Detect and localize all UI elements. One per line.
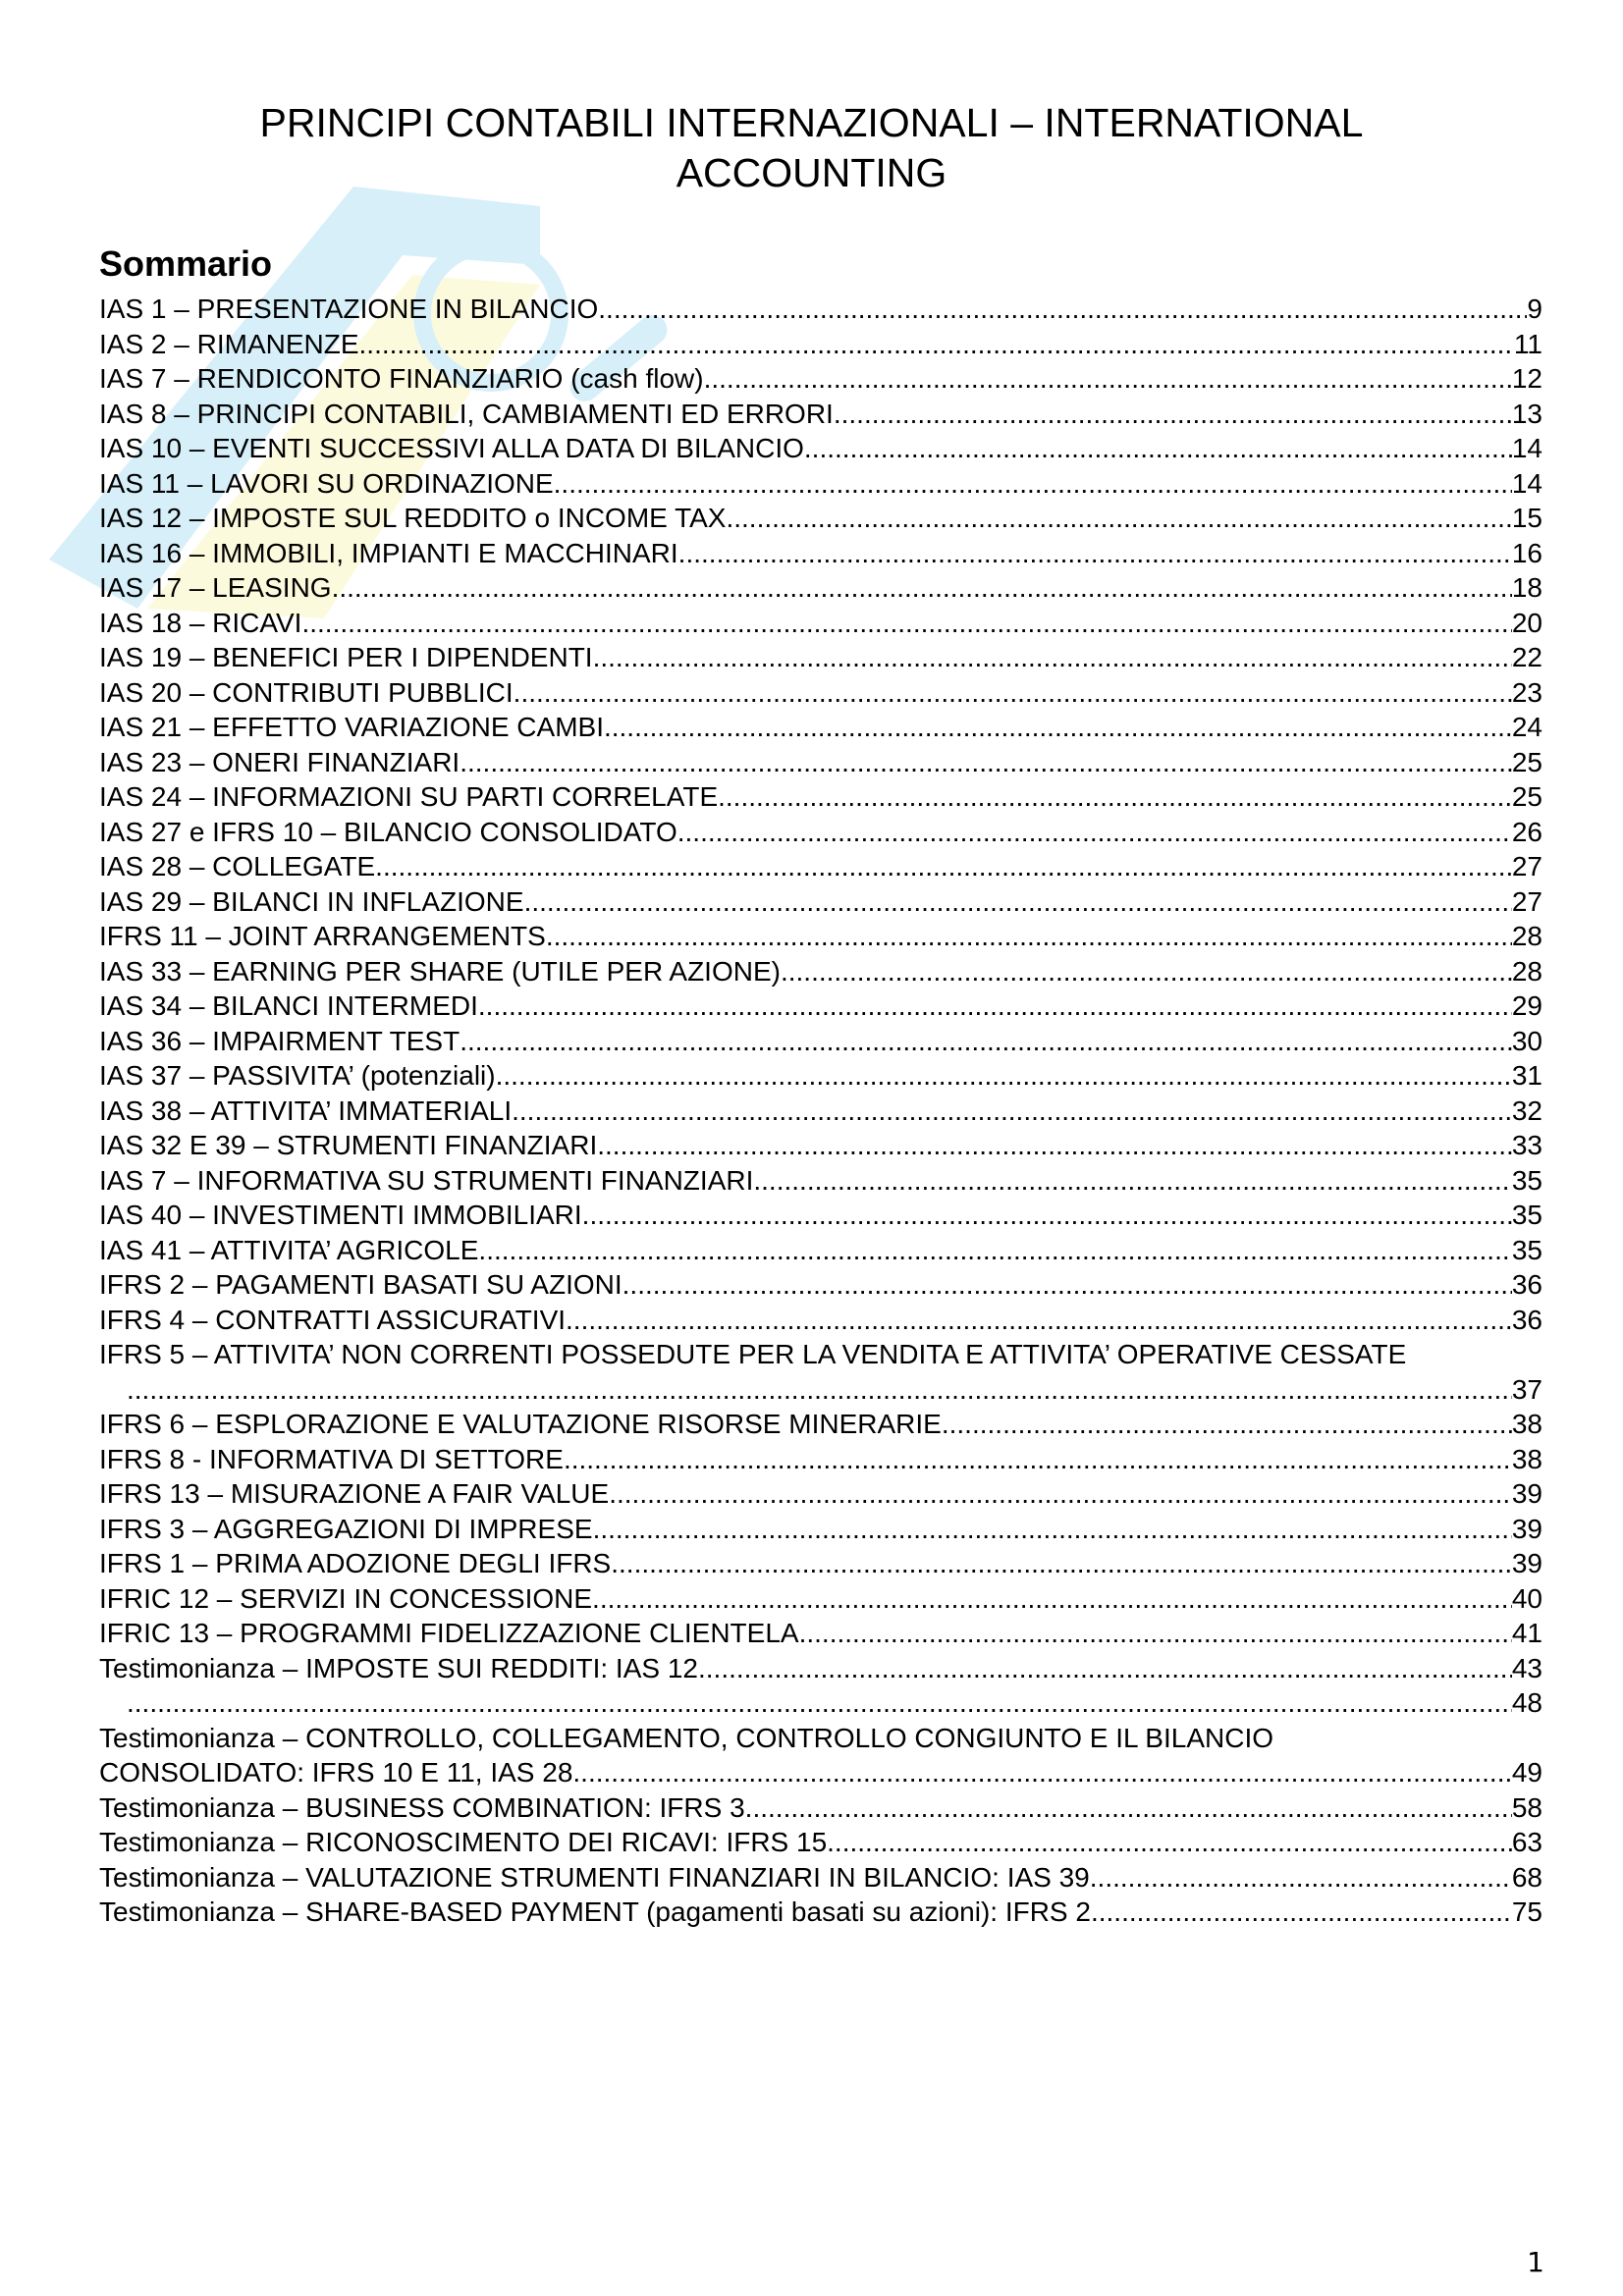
toc-entry-label[interactable]: IFRS 5 – ATTIVITA’ NON CORRENTI POSSEDUTE PER LA VENDITA E ATTIVITA’ OPERATIVE CESSATE: [99, 1339, 1407, 1369]
toc-leader-dots: [609, 1476, 1512, 1512]
toc-entry-page: 35: [1511, 1234, 1542, 1265]
toc-leader-dots: [781, 954, 1512, 989]
toc-leader-dots: [332, 570, 1512, 606]
toc-leader-dots: [704, 361, 1512, 397]
toc-entry-page: 14: [1511, 467, 1542, 499]
toc-leader-dots: [524, 884, 1512, 920]
toc-entry-label: IAS 12 – IMPOSTE SUL REDDITO o INCOME TAX: [99, 503, 727, 533]
toc-entry-label: IFRS 6 – ESPLORAZIONE E VALUTAZIONE RISORSE MINERARIE: [99, 1409, 942, 1439]
toc-entry[interactable]: [99, 1685, 1542, 1721]
toc-entry-label: IAS 18 – RICAVI: [99, 607, 302, 638]
toc-leader-dots: [611, 1546, 1512, 1581]
toc-entry-label: IAS 2 – RIMANENZE: [99, 328, 359, 359]
toc-entry-label: IFRS 11 – JOINT ARRANGEMENTS: [99, 921, 546, 951]
toc-leader-dots: [359, 327, 1514, 362]
toc-entry-page: 39: [1511, 1478, 1542, 1509]
page-number: 1: [1527, 2246, 1544, 2278]
toc-entry[interactable]: [99, 1825, 1542, 1860]
toc-entry-page: 36: [1511, 1304, 1542, 1335]
toc-entry-label: IAS 24 – INFORMAZIONI SU PARTI CORRELATE: [99, 781, 719, 812]
toc-leader-dots: [597, 1128, 1512, 1163]
toc-entry-label: IFRS 2 – PAGAMENTI BASATI SU AZIONI: [99, 1269, 622, 1300]
toc-leader-dots: [622, 1267, 1512, 1303]
toc-entry-label: IAS 17 – LEASING: [99, 572, 332, 603]
toc-entry[interactable]: [99, 1581, 1542, 1617]
toc-leader-dots: [827, 1825, 1512, 1860]
toc-entry-page: 25: [1511, 746, 1542, 777]
toc-leader-dots: [554, 466, 1512, 502]
toc-entry[interactable]: [99, 1476, 1542, 1512]
toc-entry[interactable]: [99, 1860, 1542, 1896]
toc-entry-label: IAS 10 – EVENTI SUCCESSIVI ALLA DATA DI BILANCIO: [99, 433, 804, 463]
toc-leader-dots: [301, 606, 1511, 641]
toc-leader-dots: [604, 710, 1512, 745]
toc-entry-page: 28: [1511, 955, 1542, 987]
toc-entry[interactable]: [99, 1651, 1542, 1686]
toc-entry[interactable]: [99, 397, 1542, 432]
toc-entry[interactable]: [99, 1790, 1542, 1826]
toc-entry[interactable]: [99, 327, 1542, 362]
toc-entry-label: IAS 28 – COLLEGATE: [99, 851, 376, 881]
toc-entry-page: 23: [1511, 676, 1542, 708]
toc-leader-dots: [598, 292, 1527, 327]
toc-entry-label: IAS 36 – IMPAIRMENT TEST: [99, 1025, 460, 1056]
toc-leader-dots: [478, 988, 1512, 1024]
toc-leader-dots: [496, 1058, 1512, 1094]
toc-entry[interactable]: [99, 710, 1542, 745]
toc-entry-page: 13: [1511, 398, 1542, 429]
toc-entry[interactable]: [99, 1267, 1542, 1303]
toc-leader-dots: [593, 1512, 1512, 1547]
toc-leader-dots: [512, 1094, 1512, 1129]
toc-entry-label: IFRS 8 - INFORMATIVA DI SETTORE: [99, 1443, 564, 1474]
toc-entry-label: IAS 16 – IMMOBILI, IMPIANTI E MACCHINARI: [99, 537, 678, 568]
toc-entry[interactable]: [99, 1442, 1542, 1477]
toc-entry[interactable]: [99, 849, 1542, 884]
toc-entry-page: 15: [1511, 503, 1542, 533]
toc-entry-label: IAS 11 – LAVORI SU ORDINAZIONE: [99, 467, 554, 499]
toc-entry-page: 14: [1511, 433, 1542, 463]
toc-entry-label: IAS 19 – BENEFICI PER I DIPENDENTI: [99, 642, 593, 672]
toc-entry[interactable]: [99, 815, 1542, 850]
toc-entry-page: 63: [1511, 1827, 1542, 1857]
toc-entry-label: IAS 33 – EARNING PER SHARE (UTILE PER AZIONE): [99, 955, 781, 987]
toc-leader-dots: [726, 501, 1511, 536]
toc-entry-page: 36: [1511, 1269, 1542, 1300]
toc-leader-dots: [375, 849, 1512, 884]
toc-entry-label: IFRS 13 – MISURAZIONE A FAIR VALUE: [99, 1478, 610, 1509]
toc-entry-page: 28: [1511, 921, 1542, 951]
toc-leader-dots: [745, 1790, 1512, 1826]
toc-entry-label: IFRS 3 – AGGREGAZIONI DI IMPRESE: [99, 1513, 593, 1544]
toc-leader-dots: [1091, 1895, 1512, 1930]
toc-entry[interactable]: [99, 884, 1542, 920]
toc-entry-page: 38: [1511, 1443, 1542, 1474]
toc-entry[interactable]: [99, 779, 1542, 815]
toc-leader-dots: [99, 1372, 1512, 1408]
toc-entry-label: IFRIC 12 – SERVIZI IN CONCESSIONE: [99, 1582, 593, 1614]
toc-entry[interactable]: [99, 1895, 1542, 1930]
toc-entry-page: 41: [1511, 1618, 1542, 1648]
toc-leader-dots: [677, 815, 1512, 850]
toc-entry[interactable]: [99, 1163, 1542, 1199]
toc-entry-label: IAS 40 – INVESTIMENTI IMMOBILIARI: [99, 1200, 582, 1230]
toc-entry-page: 9: [1527, 294, 1542, 324]
toc-entry[interactable]: [99, 1512, 1542, 1547]
toc-leader-dots: [564, 1442, 1512, 1477]
toc-entry[interactable]: [99, 675, 1542, 711]
toc-heading: Sommario: [99, 243, 273, 284]
toc-leader-dots: [460, 1024, 1512, 1059]
toc-entry[interactable]: [99, 536, 1542, 571]
toc-entry-page: 33: [1511, 1130, 1542, 1160]
toc-entry[interactable]: [99, 988, 1542, 1024]
toc-entry[interactable]: [99, 1233, 1542, 1268]
toc-entry-page: 29: [1511, 990, 1542, 1021]
toc-entry-page: 43: [1511, 1652, 1542, 1683]
toc-entry-label: IAS 41 – ATTIVITA’ AGRICOLE: [99, 1234, 479, 1265]
toc-entry-label: IAS 34 – BILANCI INTERMEDI: [99, 990, 478, 1021]
toc-leader-dots: [546, 919, 1512, 954]
toc-entry-label: IFRS 4 – CONTRATTI ASSICURATIVI: [99, 1304, 567, 1335]
toc-entry[interactable]: [99, 1128, 1542, 1163]
toc-entry-label: Testimonianza – RICONOSCIMENTO DEI RICAVI: IFRS 15: [99, 1827, 828, 1857]
toc-entry[interactable]: [99, 640, 1542, 675]
toc-entry-label: IFRIC 13 – PROGRAMMI FIDELIZZAZIONE CLIENTELA: [99, 1618, 799, 1648]
toc-entry-page: 32: [1511, 1095, 1542, 1126]
toc-entry[interactable]: [99, 570, 1542, 606]
toc-entry-label: Testimonianza – IMPOSTE SUI REDDITI: IAS 12: [99, 1652, 698, 1683]
toc-entry-page: 25: [1511, 781, 1542, 812]
toc-entry[interactable]: [99, 361, 1542, 397]
toc-entry-page: 26: [1511, 816, 1542, 847]
toc-leader-dots: [804, 431, 1512, 466]
page-title: PRINCIPI CONTABILI INTERNAZIONALI – INTERNATIONAL ACCOUNTING: [259, 100, 1364, 195]
toc-entry-page: 27: [1511, 885, 1542, 917]
toc-leader-dots: [942, 1407, 1512, 1442]
toc-entry-page: 11: [1513, 328, 1542, 359]
toc-entry-page: 27: [1511, 851, 1542, 881]
toc-entry[interactable]: [99, 501, 1542, 536]
toc-leader-dots: [592, 1581, 1512, 1617]
toc-entry-page: 48: [1511, 1687, 1542, 1718]
toc-entry-page: 40: [1511, 1582, 1542, 1614]
toc-leader-dots: [478, 1233, 1511, 1268]
toc-entry-label: IAS 27 e IFRS 10 – BILANCIO CONSOLIDATO: [99, 816, 677, 847]
toc-entry-label: IAS 1 – PRESENTAZIONE IN BILANCIO: [99, 294, 599, 324]
toc-entry-label: IAS 20 – CONTRIBUTI PUBBLICI: [99, 676, 514, 708]
toc-entry-label: IAS 32 E 39 – STRUMENTI FINANZIARI: [99, 1130, 598, 1160]
table-of-contents: [99, 292, 1542, 1930]
toc-leader-dots: [718, 779, 1512, 815]
toc-entry-page: 16: [1511, 537, 1542, 568]
toc-entry[interactable]: [99, 1303, 1542, 1338]
toc-entry-page: 38: [1511, 1409, 1542, 1439]
toc-entry-page: 20: [1511, 607, 1542, 638]
toc-entry-page: 68: [1511, 1861, 1542, 1893]
toc-entry-page: 75: [1511, 1896, 1542, 1927]
toc-entry-label: IAS 23 – ONERI FINANZIARI: [99, 746, 460, 777]
toc-entry-page: 35: [1511, 1164, 1542, 1196]
toc-entry-label: IAS 21 – EFFETTO VARIAZIONE CAMBI: [99, 712, 604, 742]
toc-entry[interactable]: [99, 1094, 1542, 1129]
toc-leader-dots: [593, 640, 1512, 675]
toc-entry[interactable]: [99, 954, 1542, 989]
toc-leader-dots: [514, 675, 1512, 711]
toc-leader-dots: [753, 1163, 1511, 1199]
toc-entry[interactable]: [99, 1024, 1542, 1059]
toc-entry-label: CONSOLIDATO: IFRS 10 E 11, IAS 28: [99, 1757, 573, 1788]
toc-entry[interactable]: [99, 431, 1542, 466]
toc-entry[interactable]: [99, 606, 1542, 641]
toc-entry[interactable]: [99, 1546, 1542, 1581]
toc-entry-label: Testimonianza – VALUTAZIONE STRUMENTI FINANZIARI IN BILANCIO: IAS 39: [99, 1861, 1090, 1893]
toc-entry[interactable]: [99, 919, 1542, 954]
toc-entry-page: 35: [1511, 1200, 1542, 1230]
toc-entry-label: IAS 7 – INFORMATIVA SU STRUMENTI FINANZIARI: [99, 1164, 754, 1196]
toc-entry[interactable]: [99, 1407, 1542, 1442]
toc-leader-dots: [572, 1755, 1511, 1790]
toc-entry[interactable]: [99, 1616, 1542, 1651]
toc-entry-label: IAS 7 – RENDICONTO FINANZIARIO (cash flow): [99, 363, 704, 394]
toc-leader-dots: [799, 1616, 1512, 1651]
toc-entry-label: IAS 37 – PASSIVITA’ (potenziali): [99, 1060, 496, 1091]
toc-entry[interactable]: [99, 292, 1542, 327]
toc-entry-label: IAS 38 – ATTIVITA’ IMMATERIALI: [99, 1095, 513, 1126]
toc-entry-page: 39: [1511, 1513, 1542, 1544]
toc-entry-page: 31: [1511, 1060, 1542, 1091]
toc-entry-page: 58: [1511, 1791, 1542, 1823]
toc-leader-dots: [582, 1198, 1512, 1233]
toc-leader-dots: [834, 397, 1512, 432]
toc-entry[interactable]: [99, 466, 1542, 502]
toc-entry-label: IAS 29 – BILANCI IN INFLAZIONE: [99, 885, 524, 917]
toc-entry-label: Testimonianza – BUSINESS COMBINATION: IFRS 3: [99, 1791, 745, 1823]
toc-entry[interactable]: [99, 1198, 1542, 1233]
toc-entry[interactable]: [99, 1372, 1542, 1408]
toc-entry-label: Testimonianza – SHARE-BASED PAYMENT (pagamenti basati su azioni): IFRS 2: [99, 1896, 1091, 1927]
toc-entry-page: 12: [1511, 363, 1542, 394]
toc-entry-label: IFRS 1 – PRIMA ADOZIONE DEGLI IFRS: [99, 1548, 612, 1578]
toc-entry-page: 49: [1511, 1757, 1542, 1788]
toc-leader-dots: [698, 1651, 1512, 1686]
toc-entry-page: 30: [1511, 1025, 1542, 1056]
toc-entry[interactable]: [99, 745, 1542, 780]
toc-entry-page: 22: [1511, 642, 1542, 672]
toc-entry[interactable]: [99, 1058, 1542, 1094]
toc-leader-dots: [678, 536, 1512, 571]
toc-entry-page: 24: [1511, 712, 1542, 742]
toc-leader-dots: [460, 745, 1512, 780]
toc-entry-label[interactable]: Testimonianza – CONTROLLO, COLLEGAMENTO, CONTROLLO CONGIUNTO E IL BILANCIO: [99, 1722, 1274, 1753]
toc-leader-dots: [566, 1303, 1512, 1338]
toc-entry-page: 18: [1511, 572, 1542, 603]
toc-entry-page: 39: [1511, 1548, 1542, 1578]
toc-entry-label: IAS 8 – PRINCIPI CONTABILI, CAMBIAMENTI ED ERRORI: [99, 398, 834, 429]
toc-entry-page: 37: [1511, 1373, 1542, 1405]
toc-entry[interactable]: [99, 1755, 1542, 1790]
toc-leader-dots: [99, 1685, 1512, 1721]
toc-leader-dots: [1090, 1860, 1512, 1896]
